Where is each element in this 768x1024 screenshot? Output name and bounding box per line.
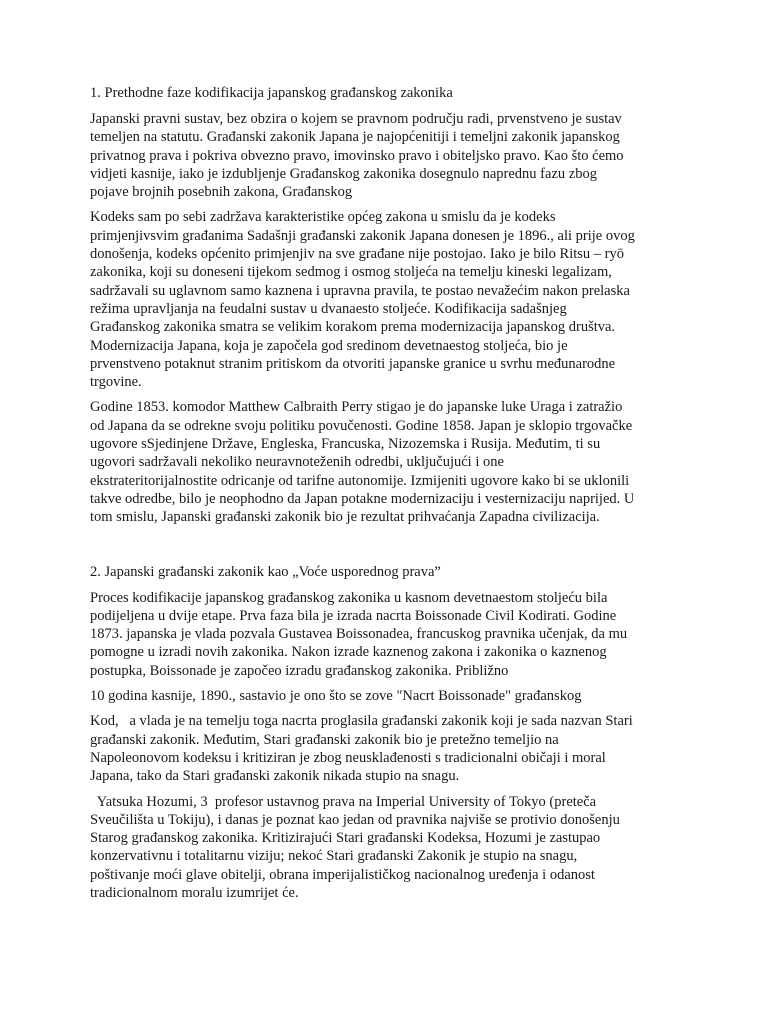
text-line: konzervativnu i totalitarnu viziju; nekoć Stari građanski Zakonik je stupio na snagu, [90, 848, 578, 865]
paragraph [90, 208, 690, 391]
text-line: Starog građanskog zakonika. Kritizirajući Stari građanski Kodeksa, Hozumi je zastupao [90, 830, 601, 847]
text-line: primjenjivsvim građanima Sadašnji građanski zakonik Japana donesen je 1896., ali prije ovog [90, 227, 635, 244]
text-line: Napoleonovom kodeksu i kritiziran je zbog neusklađenosti s tradicionalni običaji i moral [90, 749, 606, 766]
section-heading: 2. Japanski građanski zakonik kao „Voće usporednog prava” [90, 563, 441, 580]
text-line: ugovore sSjedinjene Države, Engleska, Francuska, Nizozemska i Rusija. Međutim, ti su [90, 436, 601, 453]
text-line: Kod, a vlada je na temelju toga nacrta proglasila građanski zakonik koji je sada nazvan Stari [90, 713, 633, 730]
text-line: takve odredbe, bilo je neophodno da Japan potakne modernizaciju i vesternizaciju naprijed. U [90, 490, 635, 507]
text-line: građanski zakonik. Međutim, Stari građanski zakonik bio je pretežno temeljio na [90, 731, 559, 748]
text-line: trgovine. [90, 374, 142, 391]
text-line: Japanski pravni sustav, bez obzira o kojem se pravnom području radi, prvenstveno je sustav [90, 111, 622, 127]
text-line: 1873. japanska je vlada pozvala Gustavea Boissonadea, francuskog pravnika učenjak, da mu [90, 626, 628, 643]
text-line: postupka, Boissonade je započeo izradu građanskog zakonika. Približno [90, 662, 509, 679]
text-line: 10 godina kasnije, 1890., sastavio je ono što se zove "Nacrt Boissonade" građanskog [90, 688, 582, 705]
text-line: podijeljena u dvije etape. Prva faza bila je izrada nacrta Boissonade Civil Kodirati. Godine [90, 607, 617, 624]
text-line: Modernizacija Japana, koja je započela god sredinom devetnaestog stoljeća, bio je [90, 337, 568, 354]
text-line: Građanskog zakonika smatra se velikim korakom prema modernizacija japanskog društva. [90, 319, 616, 336]
text-line: Kodeks sam po sebi zadržava karakteristike općeg zakona u smislu da je kodeks [90, 209, 556, 226]
section-1 [90, 84, 690, 527]
paragraph [90, 712, 690, 785]
text-line: Japana, tako da Stari građanski zakonik nikada stupio na snagu. [90, 768, 460, 785]
text-line: temeljen na statutu. Građanski zakonik Japana je najopćenitiji i temeljni zakonik japanskog [90, 129, 620, 146]
text-line: Godine 1853. komodor Matthew Calbraith Perry stigao je do japanske luke Uraga i zatražio [90, 399, 623, 416]
section-spacer [90, 534, 690, 563]
text-line: zakonika, koji su doneseni tijekom sedmog i osmog stoljeća na temelju kineski legalizam, [90, 264, 612, 281]
paragraph [90, 589, 690, 680]
paragraph [90, 687, 690, 705]
text-line: donošenja, kodeks općenito primjenjiv na sve građane nije postojao. Iako je bilo Ritsu – ryō [90, 246, 624, 263]
text-line: sadržavali su uglavnom samo kaznena i upravna pravila, te postao nevažećim nakon prelaska [90, 282, 630, 299]
text-line: tradicionalnom moralu izumrijet će. [90, 884, 299, 901]
text-line: od Japana da se odrekne svoju politiku povučenosti. Godine 1858. Japan je sklopio trgovačke [90, 417, 633, 434]
section-2 [90, 563, 690, 903]
text-line: Yatsuka Hozumi, 3 profesor ustavnog prava na Imperial University of Tokyo (preteča [90, 793, 597, 810]
paragraph [90, 110, 690, 201]
text-line: vidjeti kasnije, iako je izdubljenje Građanskog zakonika dosegnulo naprednu fazu zbog [90, 165, 597, 182]
document-page [90, 84, 690, 909]
text-line: Sveučilišta u Tokiju), i danas je poznat kao jedan od pravnika najviše se protivio donošenju [90, 811, 620, 828]
text-line: poštivanje moći glave obitelji, obrana imperijalističkog nacionalnog uređenja i odanost [90, 866, 595, 883]
text-line: pojave brojnih posebnih zakona, Građanskog [90, 184, 353, 201]
section-heading: 1. Prethodne faze kodifikacija japanskog građanskog zakonika [90, 85, 453, 101]
text-line: pomogne u izradi novih zakonika. Nakon izrade kaznenog zakona i zakonika o kaznenog [90, 644, 607, 661]
text-line: ugovori sadržavali nekoliko neuravnoteženih odredbi, uključujući i one [90, 454, 504, 471]
paragraph [90, 793, 690, 903]
text-line: tom smislu, Japanski građanski zakonik bio je rezultat prihvaćanja Zapadna civilizacija. [90, 509, 600, 526]
text-line: privatnog prava i pokriva obvezno pravo, imovinsko pravo i obiteljsko pravo. Kao što ćemo [90, 147, 624, 164]
paragraph [90, 398, 690, 526]
text-line: ekstrateritorijalnostite odricanje od tarifne autonomije. Izmijeniti ugovore kako bi se uklonili [90, 472, 630, 489]
text-line: režima upravljanja na feudalni sustav u dvanaesto stoljeće. Kodifikacija sadašnjeg [90, 300, 567, 317]
text-line: prvenstveno potaknut stranim pritiskom da otvoriti japanske granice u svrhu međunarodne [90, 355, 616, 372]
text-line: Proces kodifikacije japanskog građanskog zakonika u kasnom devetnaestom stoljeću bila [90, 589, 608, 606]
